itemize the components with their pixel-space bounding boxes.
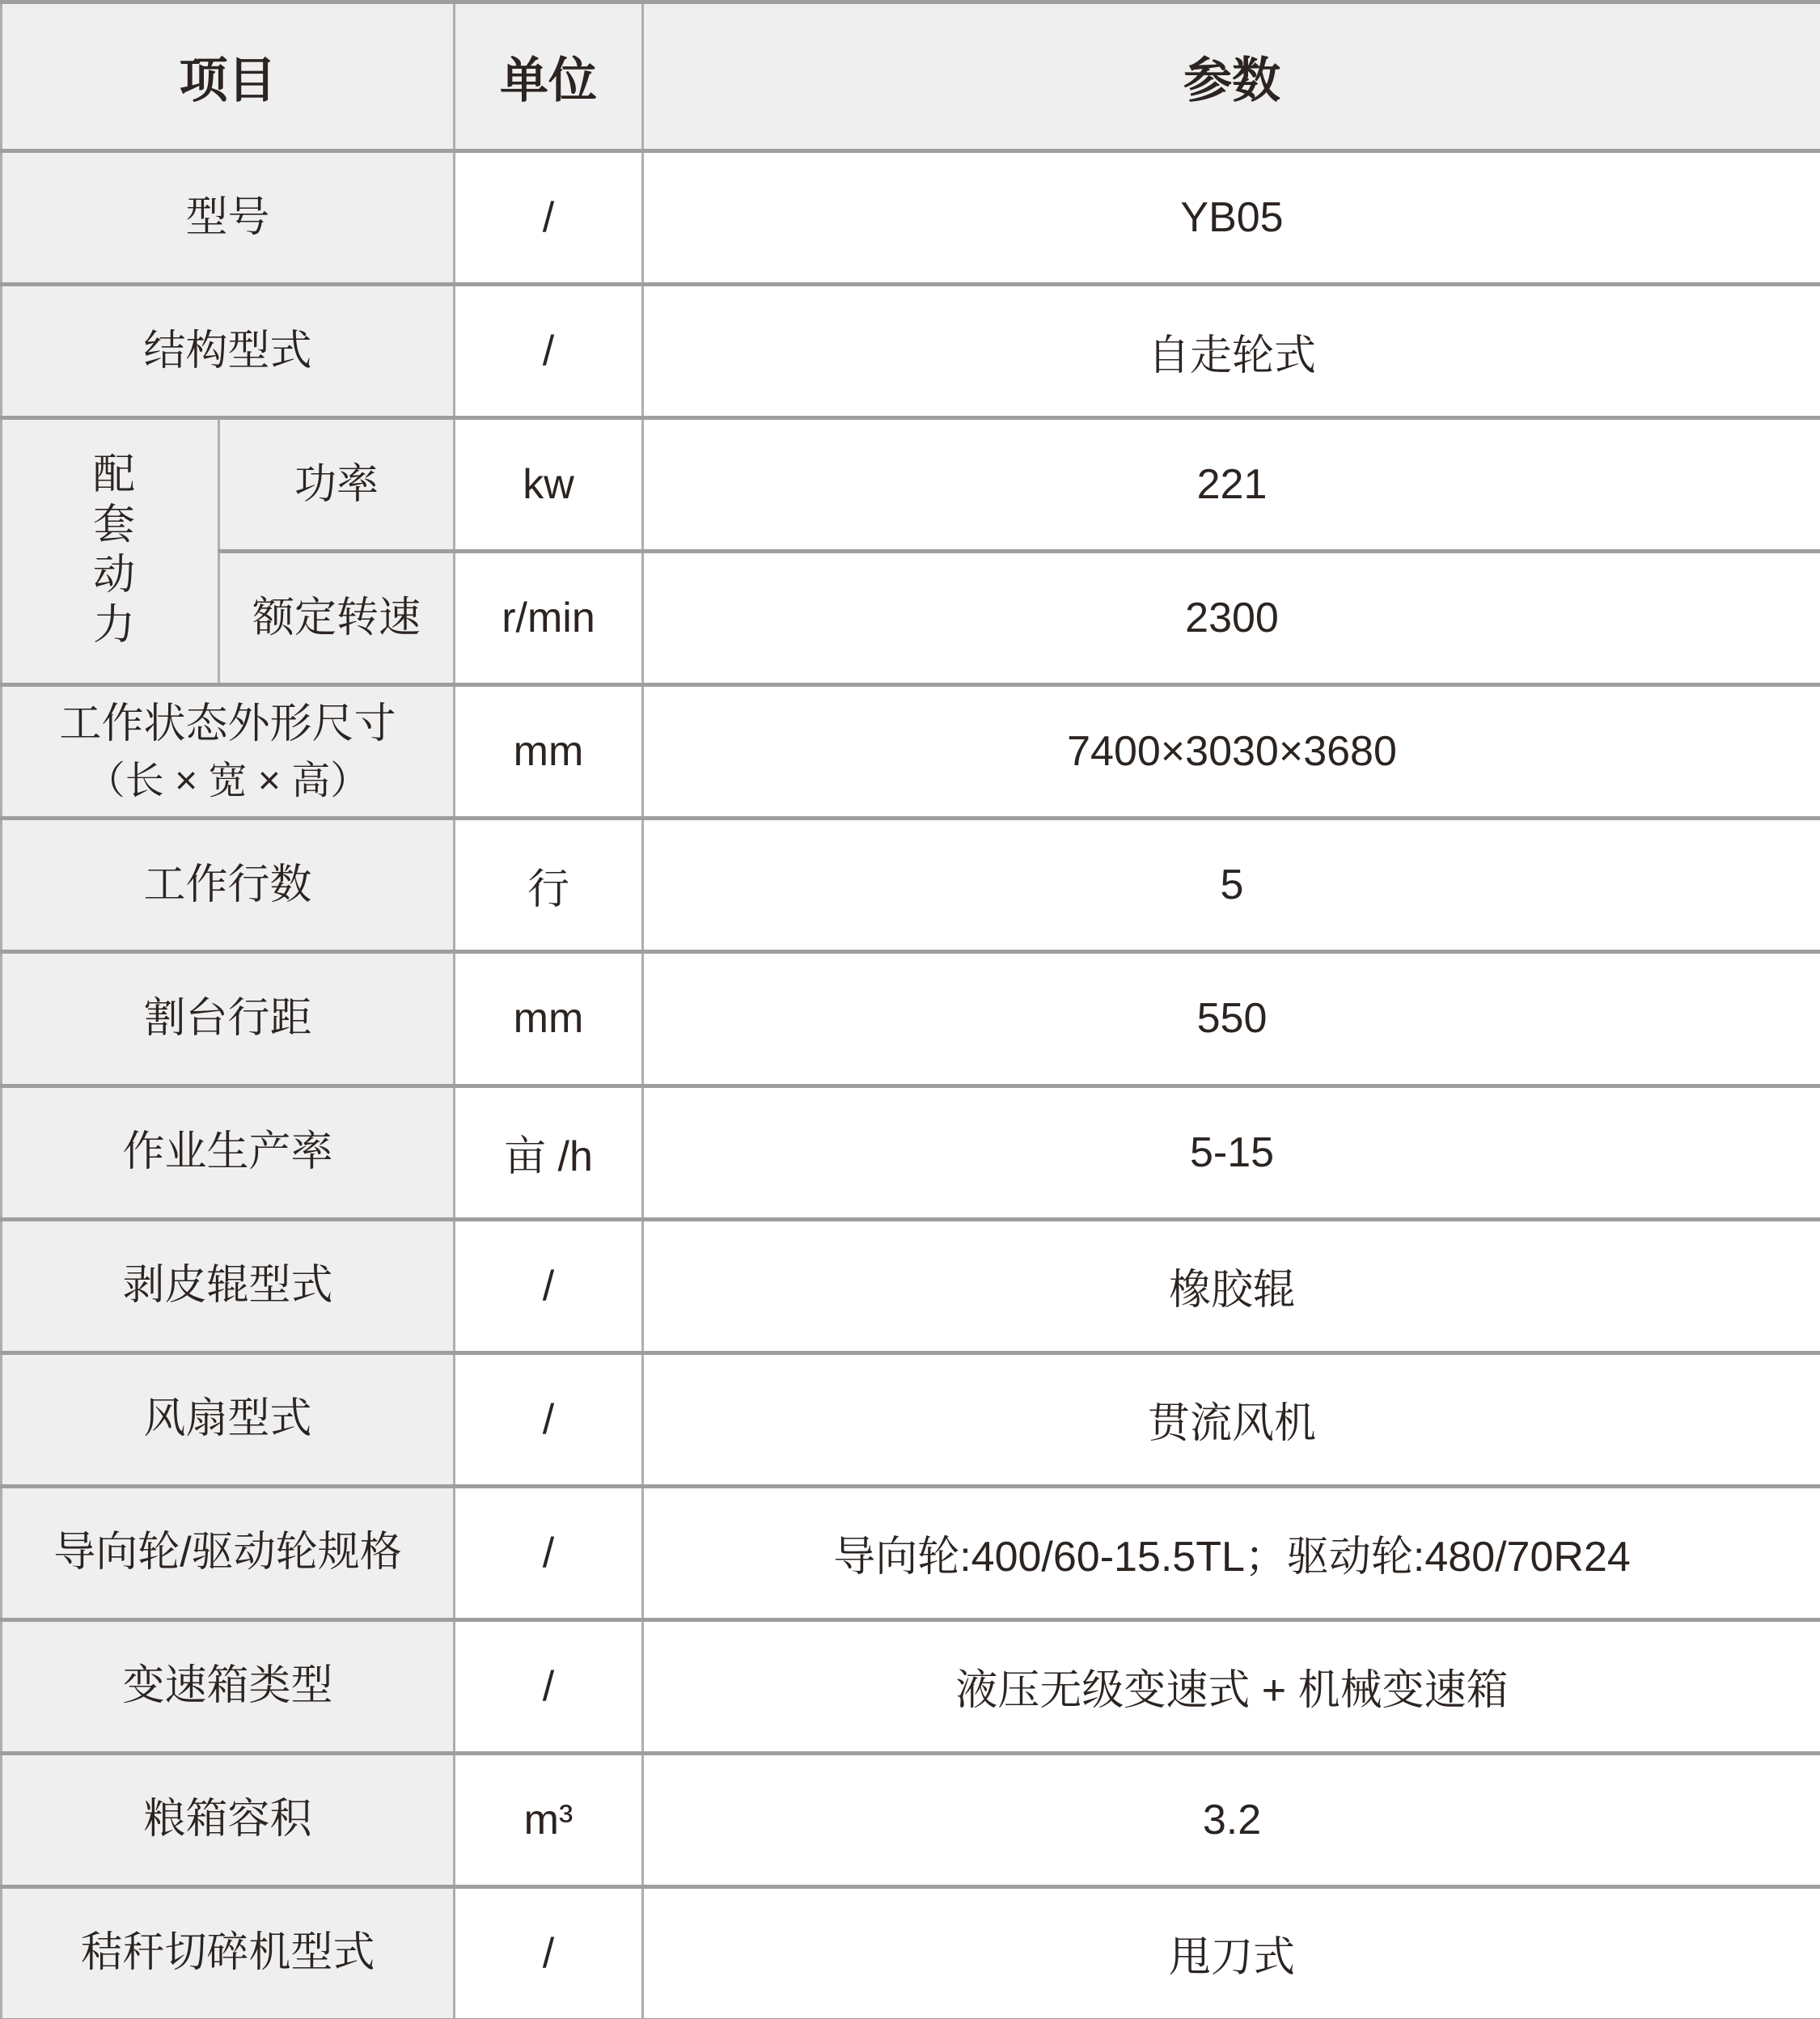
- item-cell: 割台行距: [2, 952, 455, 1086]
- value-cell: 221: [643, 418, 1820, 552]
- header-param: 参数: [643, 2, 1820, 151]
- item-cell: 粮箱容积: [2, 1753, 455, 1886]
- unit-cell: mm: [455, 685, 643, 819]
- value-cell: 贯流风机: [643, 1352, 1820, 1486]
- table-row-fan-type: [2, 1352, 1820, 1486]
- unit-cell: kw: [455, 418, 643, 552]
- table-row-straw-chopper: [2, 1886, 1820, 2019]
- unit-cell: /: [455, 1486, 643, 1619]
- item-cell: 变速箱类型: [2, 1619, 455, 1753]
- unit-cell: 亩 /h: [455, 1086, 643, 1219]
- table-row-grain-tank: [2, 1753, 1820, 1886]
- table-row-header-row-spacing: [2, 952, 1820, 1086]
- item-cell: 剥皮辊型式: [2, 1219, 455, 1352]
- table-row-productivity: [2, 1086, 1820, 1219]
- dimensions-label-line2: （长 × 宽 × 高）: [86, 759, 370, 802]
- value-cell: 自走轮式: [643, 285, 1820, 418]
- header-item: 项目: [2, 2, 455, 151]
- table-header-row: [2, 2, 1820, 151]
- table-row-gearbox-type: [2, 1619, 1820, 1753]
- dimensions-label-line1: 工作状态外形尺寸: [59, 700, 396, 747]
- unit-cell: /: [455, 285, 643, 418]
- value-cell: 5: [643, 819, 1820, 952]
- value-cell: 7400×3030×3680: [643, 685, 1820, 819]
- item-cell: 作业生产率: [2, 1086, 455, 1219]
- header-unit: 单位: [455, 2, 643, 151]
- unit-cell: 行: [455, 819, 643, 952]
- item-cell: 导向轮/驱动轮规格: [2, 1486, 455, 1619]
- unit-cell: m³: [455, 1753, 643, 1886]
- item-cell: 功率: [219, 418, 455, 552]
- table-row-rated-speed: [2, 552, 1820, 685]
- unit-cell: /: [455, 1619, 643, 1753]
- item-cell: [2, 685, 455, 819]
- item-cell: 结构型式: [2, 285, 455, 418]
- table-row-working-rows: [2, 819, 1820, 952]
- value-cell: 甩刀式: [643, 1886, 1820, 2019]
- item-cell: 风扇型式: [2, 1352, 455, 1486]
- unit-cell: mm: [455, 952, 643, 1086]
- group-cell-matched-power: 配套动力: [2, 418, 219, 685]
- table-row-model: [2, 151, 1820, 285]
- value-cell: 550: [643, 952, 1820, 1086]
- value-cell: 5-15: [643, 1086, 1820, 1219]
- unit-cell: /: [455, 1352, 643, 1486]
- item-cell: 型号: [2, 151, 455, 285]
- unit-cell: /: [455, 1886, 643, 2019]
- item-cell: 工作行数: [2, 819, 455, 952]
- value-cell: 液压无级变速式 + 机械变速箱: [643, 1619, 1820, 1753]
- unit-cell: /: [455, 1219, 643, 1352]
- value-cell: 2300: [643, 552, 1820, 685]
- value-cell: YB05: [643, 151, 1820, 285]
- table-row-dimensions: [2, 685, 1820, 819]
- value-cell: 橡胶辊: [643, 1219, 1820, 1352]
- table-row-structure-type: [2, 285, 1820, 418]
- unit-cell: r/min: [455, 552, 643, 685]
- item-cell: 秸秆切碎机型式: [2, 1886, 455, 2019]
- table-row-peeling-roller: [2, 1219, 1820, 1352]
- unit-cell: /: [455, 151, 643, 285]
- value-cell: 3.2: [643, 1753, 1820, 1886]
- table-row-power: [2, 418, 1820, 552]
- item-cell: 额定转速: [219, 552, 455, 685]
- table-row-wheel-specs: [2, 1486, 1820, 1619]
- value-cell: 导向轮:400/60-15.5TL；驱动轮:480/70R24: [643, 1486, 1820, 1619]
